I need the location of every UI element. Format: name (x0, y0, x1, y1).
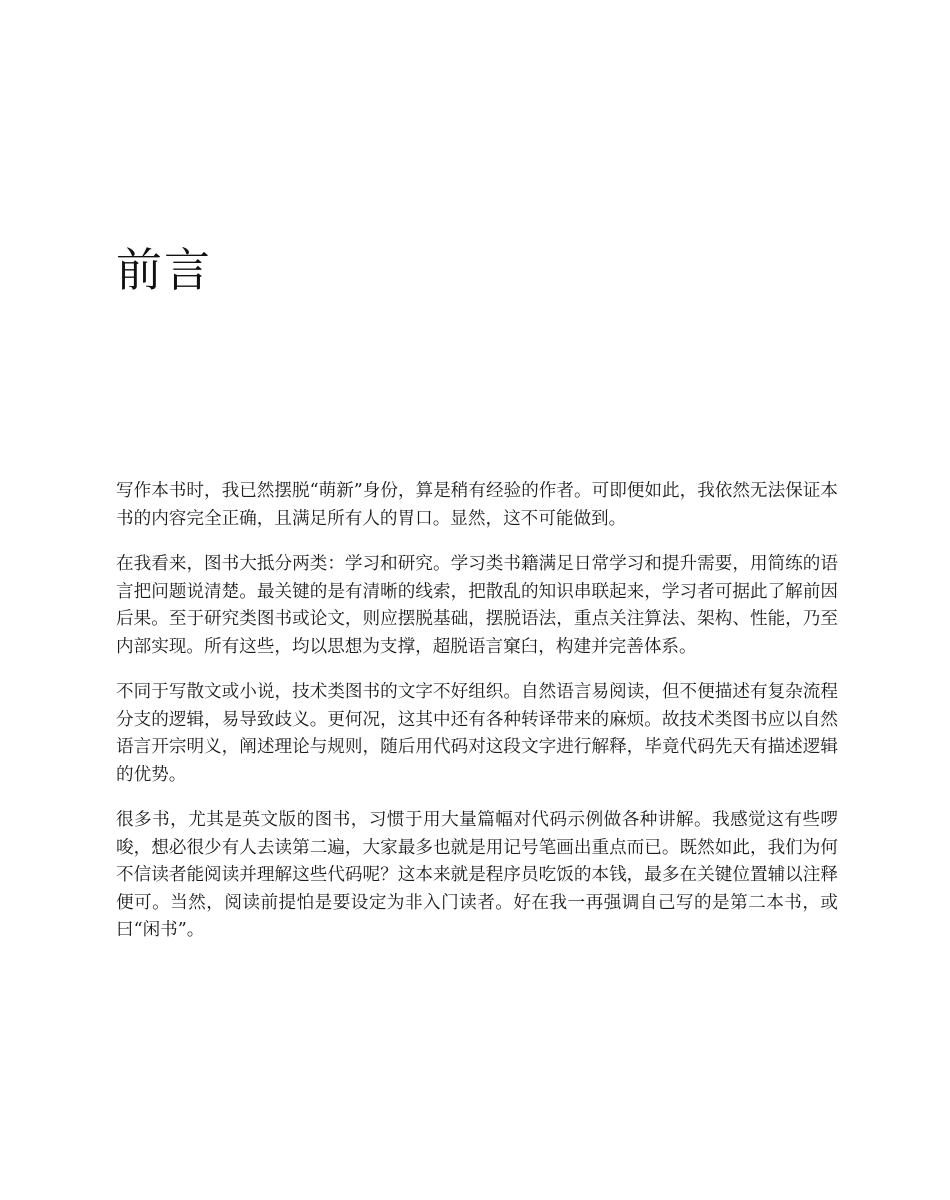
paragraph-4: 很多书，尤其是英文版的图书，习惯于用大量篇幅对代码示例做各种讲解。我感觉这有些啰唆，想必很少有人去读第二遍，大家最多也就是用记号笔画出重点而已。既然如此，我们为何不信读者能阅读并理解这些代码呢？这本来就是程序员吃饭的本钱，最多在关键位置辅以注释便可。当然，阅读前提怕是要设定为非入门读者。好在我一再强调自己写的是第二本书，或曰“闲书”。 (116, 810, 838, 940)
preface-body (116, 478, 838, 963)
chapter-title: 前言 (116, 243, 212, 297)
paragraph-2: 在我看来，图书大抵分两类：学习和研究。学习类书籍满足日常学习和提升需要，用简练的语言把问题说清楚。最关键的是有清晰的线索，把散乱的知识串联起来，学习者可据此了解前因后果。至于研究类图书或论文，则应摆脱基础，摆脱语法，重点关注算法、架构、性能，乃至内部实现。所有这些，均以思想为支撑，超脱语言窠臼，构建并完善体系。 (116, 554, 838, 657)
paragraph-3: 不同于写散文或小说，技术类图书的文字不好组织。自然语言易阅读，但不便描述有复杂流程分支的逻辑，易导致歧义。更何况，这其中还有各种转译带来的麻烦。故技术类图书应以自然语言开宗明义，阐述理论与规则，随后用代码对这段文字进行解释，毕竟代码先天有描述逻辑的优势。 (116, 682, 838, 785)
paragraph-1: 写作本书时，我已然摆脱“萌新”身份，算是稍有经验的作者。可即便如此，我依然无法保证本书的内容完全正确，且满足所有人的胃口。显然，这不可能做到。 (116, 481, 838, 529)
